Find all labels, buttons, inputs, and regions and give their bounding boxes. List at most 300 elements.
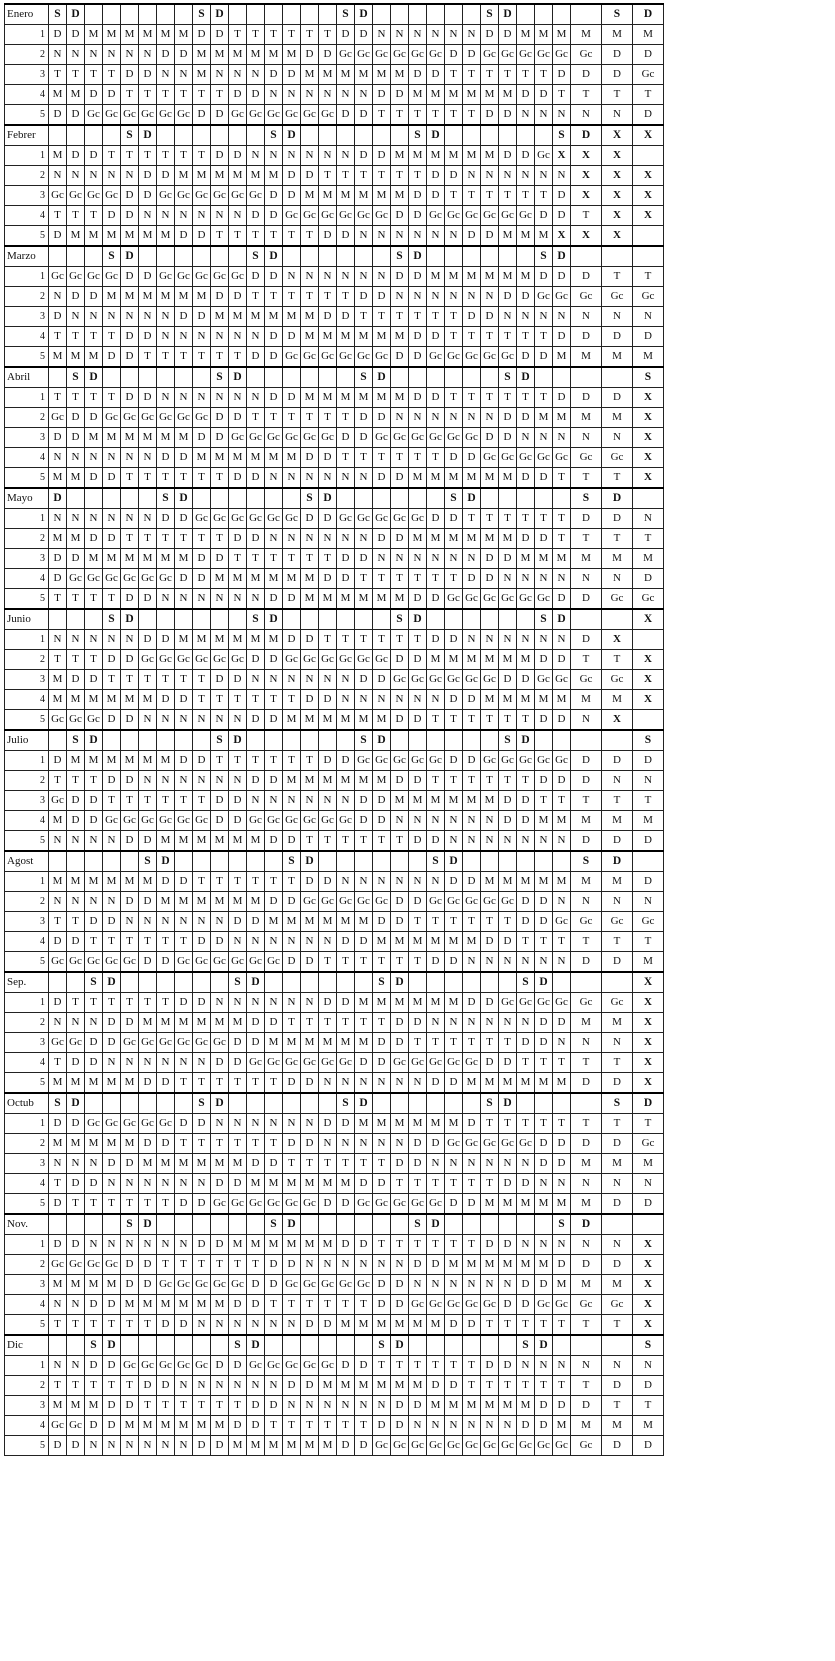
shift-code-cell: N [355,1134,373,1154]
shift-code-cell: T [481,912,499,932]
shift-code-cell: D [391,347,409,368]
shift-code-cell: T [445,771,463,791]
shift-code-cell: Gc [283,1275,301,1295]
shift-code-cell: T [409,1174,427,1194]
shift-code-cell: M [319,327,337,347]
shift-code-cell: T [633,1114,664,1134]
shift-code-cell: T [337,166,355,186]
shift-number-label: 4 [5,1053,49,1073]
shift-code-cell: T [103,791,121,811]
shift-code-cell: M [247,892,265,912]
shift-code-cell: N [49,166,67,186]
weekend-marker-cell [157,1093,175,1114]
shift-code-cell: M [571,408,602,428]
shift-code-cell: Gc [175,811,193,831]
shift-code-cell: N [427,811,445,831]
shift-code-cell: D [139,1376,157,1396]
shift-code-cell: X [633,408,664,428]
shift-code-cell: Gc [445,1295,463,1315]
shift-code-cell: T [85,771,103,791]
shift-code-cell: T [319,1416,337,1436]
weekend-marker-cell: S [553,125,571,146]
shift-code-cell: T [391,448,409,468]
shift-code-cell: N [571,710,602,731]
shift-code-cell: Gc [103,811,121,831]
shift-code-cell: Gc [85,710,103,731]
shift-code-cell: Gc [373,206,391,226]
shift-code-cell: D [409,1013,427,1033]
weekend-marker-cell [391,1214,409,1235]
shift-code-cell: N [139,206,157,226]
weekend-marker-cell: S [211,730,229,751]
shift-code-cell: N [67,509,85,529]
shift-code-cell: N [553,307,571,327]
shift-code-cell: N [517,569,535,589]
shift-row [5,468,664,489]
shift-code-cell: T [211,1255,229,1275]
shift-code-cell: Gc [121,1114,139,1134]
shift-number-label: 1 [5,267,49,287]
shift-number-label: 1 [5,751,49,771]
shift-row [5,1114,664,1134]
weekend-marker-cell [157,609,175,630]
shift-code-cell: M [391,327,409,347]
shift-code-cell: M [85,347,103,368]
shift-code-cell: N [121,1174,139,1194]
shift-code-cell: N [553,569,571,589]
shift-code-cell: T [157,791,175,811]
shift-code-cell: D [283,1073,301,1094]
shift-code-cell: N [301,791,319,811]
shift-code-cell: D [103,771,121,791]
shift-code-cell: D [103,529,121,549]
shift-code-cell: D [247,650,265,670]
shift-code-cell: T [445,388,463,408]
weekend-marker-cell: S [67,367,85,388]
shift-code-cell: M [499,529,517,549]
shift-code-cell: Gc [139,1356,157,1376]
shift-code-cell: D [517,1275,535,1295]
shift-code-cell: X [633,428,664,448]
shift-code-cell: Gc [481,347,499,368]
shift-code-cell: N [49,1154,67,1174]
shift-code-cell: M [175,287,193,307]
shift-code-cell: D [373,670,391,690]
shift-code-cell: M [265,1174,283,1194]
shift-code-cell: N [229,710,247,731]
shift-code-cell: M [499,468,517,489]
weekend-marker-cell: D [175,488,193,509]
shift-code-cell: T [602,468,633,489]
weekend-marker-cell [139,730,157,751]
shift-code-cell: Gc [157,1114,175,1134]
shift-code-cell: M [517,267,535,287]
shift-row [5,751,664,771]
roster-body [5,4,664,1456]
shift-code-cell: Gc [301,811,319,831]
shift-code-cell: T [49,65,67,85]
weekend-marker-cell: D [427,125,445,146]
shift-code-cell: N [445,408,463,428]
shift-code-cell: M [229,1436,247,1456]
shift-code-cell: Gc [121,408,139,428]
shift-code-cell: N [319,791,337,811]
shift-code-cell: M [265,1235,283,1255]
shift-code-cell: T [427,1033,445,1053]
shift-code-cell: T [319,630,337,650]
weekend-marker-cell [427,367,445,388]
weekend-marker-cell [535,1214,553,1235]
shift-code-cell: D [211,1053,229,1073]
shift-code-cell: Gc [283,650,301,670]
shift-code-cell: T [283,408,301,428]
weekend-marker-cell [553,1093,571,1114]
weekend-marker-cell [247,367,265,388]
shift-code-cell: D [265,771,283,791]
weekend-marker-cell [121,730,139,751]
shift-code-cell: M [301,1033,319,1053]
shift-code-cell: T [175,1255,193,1275]
shift-code-cell: Gc [373,428,391,448]
shift-row [5,1194,664,1215]
shift-code-cell: Gc [445,206,463,226]
shift-row [5,771,664,791]
shift-number-label: 2 [5,771,49,791]
shift-code-cell: Gc [535,1295,553,1315]
shift-code-cell: M [265,166,283,186]
weekend-marker-cell [193,246,211,267]
shift-code-cell: N [409,549,427,569]
shift-code-cell: D [355,791,373,811]
shift-code-cell: D [517,1295,535,1315]
shift-code-cell: M [427,529,445,549]
shift-code-cell: D [427,65,445,85]
shift-code-cell: Gc [103,408,121,428]
weekend-marker-cell [517,4,535,25]
weekend-marker-cell [602,730,633,751]
shift-code-cell: T [121,1194,139,1215]
weekend-marker-cell [409,972,427,993]
shift-code-cell: N [463,1013,481,1033]
weekend-marker-cell [553,972,571,993]
month-header-row [5,730,664,751]
shift-code-cell: M [602,1013,633,1033]
weekend-marker-cell [445,1214,463,1235]
shift-code-cell: Gc [157,408,175,428]
shift-code-cell: D [445,448,463,468]
shift-code-cell: D [85,85,103,105]
shift-code-cell: D [67,932,85,952]
shift-code-cell: T [517,186,535,206]
shift-code-cell: D [391,206,409,226]
weekend-marker-cell: S [602,4,633,25]
shift-code-cell: D [517,1416,535,1436]
shift-code-cell: D [373,1275,391,1295]
weekend-marker-cell [247,851,265,872]
shift-code-cell: M [481,690,499,710]
shift-code-cell: Gc [85,267,103,287]
weekend-marker-cell [445,609,463,630]
shift-code-cell: N [301,670,319,690]
shift-code-cell: Gc [301,1053,319,1073]
month-label: Enero [5,4,49,25]
shift-code-cell: D [139,267,157,287]
shift-code-cell: D [121,710,139,731]
weekend-marker-cell [265,851,283,872]
shift-code-cell: T [175,468,193,489]
shift-code-cell: D [535,1033,553,1053]
shift-code-cell: T [301,1295,319,1315]
shift-code-cell: Gc [337,347,355,368]
weekend-marker-cell [391,1093,409,1114]
shift-code-cell: M [633,347,664,368]
shift-code-cell: D [67,549,85,569]
shift-code-cell: T [355,448,373,468]
shift-code-cell: Gc [139,650,157,670]
shift-code-cell: T [499,1033,517,1053]
shift-code-cell: T [67,1376,85,1396]
shift-code-cell: D [337,1235,355,1255]
shift-code-cell: N [265,993,283,1013]
weekend-marker-cell [193,488,211,509]
shift-code-cell: N [517,1356,535,1376]
shift-code-cell: M [49,85,67,105]
shift-code-cell: M [355,65,373,85]
shift-code-cell: M [283,307,301,327]
shift-code-cell: T [301,1154,319,1174]
weekend-marker-cell [553,4,571,25]
shift-code-cell: Gc [319,1356,337,1376]
weekend-marker-cell [571,730,602,751]
shift-code-cell: D [247,347,265,368]
shift-code-cell: M [139,428,157,448]
weekend-marker-cell [139,367,157,388]
shift-code-cell: N [139,509,157,529]
shift-code-cell: D [445,1194,463,1215]
shift-code-cell: Gc [337,892,355,912]
month-label: Marzo [5,246,49,267]
shift-code-cell: N [517,428,535,448]
shift-row [5,1255,664,1275]
shift-code-cell: Gc [193,1033,211,1053]
shift-code-cell: M [229,1154,247,1174]
shift-code-cell: D [139,65,157,85]
shift-code-cell: D [633,105,664,126]
shift-code-cell: T [103,146,121,166]
weekend-marker-cell [337,851,355,872]
shift-code-cell: D [373,1295,391,1315]
shift-code-cell: T [211,1134,229,1154]
weekend-marker-cell [571,609,602,630]
shift-row [5,166,664,186]
shift-code-cell: N [265,529,283,549]
weekend-marker-cell: D [553,609,571,630]
shift-code-cell: N [265,468,283,489]
shift-code-cell: M [517,650,535,670]
shift-code-cell: M [301,1235,319,1255]
shift-code-cell: N [121,509,139,529]
weekend-marker-cell [211,488,229,509]
shift-code-cell: N [49,509,67,529]
shift-code-cell: N [301,146,319,166]
shift-code-cell: T [373,952,391,973]
shift-code-cell: Gc [67,952,85,973]
weekend-marker-cell [121,1093,139,1114]
shift-code-cell: D [391,892,409,912]
shift-code-cell: M [571,347,602,368]
shift-code-cell: M [175,1416,193,1436]
shift-code-cell: D [67,287,85,307]
shift-code-cell: D [229,529,247,549]
shift-code-cell: D [391,1275,409,1295]
shift-code-cell: N [85,831,103,852]
shift-code-cell: M [427,146,445,166]
weekend-marker-cell [139,972,157,993]
shift-code-cell: N [553,1033,571,1053]
weekend-marker-cell [445,1093,463,1114]
shift-code-cell: N [463,408,481,428]
shift-code-cell: M [139,1013,157,1033]
shift-number-label: 3 [5,1275,49,1295]
shift-code-cell: Gc [499,347,517,368]
shift-code-cell: N [85,1154,103,1174]
weekend-marker-cell [337,609,355,630]
shift-code-cell: N [193,589,211,610]
shift-code-cell: D [211,1356,229,1376]
shift-row [5,1416,664,1436]
shift-code-cell: T [409,1235,427,1255]
weekend-marker-cell [85,125,103,146]
shift-code-cell: N [157,327,175,347]
shift-code-cell: D [85,287,103,307]
shift-code-cell: Gc [229,186,247,206]
shift-code-cell: M [49,670,67,690]
shift-code-cell: D [283,952,301,973]
shift-code-cell: T [157,146,175,166]
weekend-marker-cell [229,1214,247,1235]
shift-code-cell: X [633,186,664,206]
shift-code-cell: D [283,1255,301,1275]
month-header-row [5,1093,664,1114]
shift-code-cell: D [157,872,175,892]
shift-row [5,1235,664,1255]
shift-code-cell: M [139,287,157,307]
shift-roster-sheet [4,3,664,1456]
shift-code-cell: D [265,589,283,610]
weekend-marker-cell [301,367,319,388]
weekend-marker-cell [139,246,157,267]
shift-code-cell: M [175,630,193,650]
shift-code-cell: Gc [121,1356,139,1376]
shift-code-cell: N [391,25,409,45]
shift-code-cell: T [319,549,337,569]
shift-code-cell: T [602,529,633,549]
shift-code-cell: M [121,25,139,45]
shift-code-cell: T [355,831,373,852]
shift-code-cell: N [517,630,535,650]
weekend-marker-cell [535,1093,553,1114]
shift-code-cell: N [175,206,193,226]
shift-code-cell: T [229,25,247,45]
shift-row [5,347,664,368]
shift-code-cell: M [247,569,265,589]
shift-code-cell: T [517,388,535,408]
shift-code-cell: Gc [247,428,265,448]
shift-code-cell: Gc [391,509,409,529]
shift-code-cell: N [535,1235,553,1255]
weekend-marker-cell: S [49,4,67,25]
shift-code-cell: Gc [517,751,535,771]
weekend-marker-cell [391,730,409,751]
shift-code-cell: Gc [85,569,103,589]
weekend-marker-cell [265,1093,283,1114]
shift-code-cell: N [535,569,553,589]
shift-code-cell: N [499,1416,517,1436]
shift-code-cell: T [535,1114,553,1134]
shift-code-cell: T [85,993,103,1013]
shift-code-cell: T [283,1416,301,1436]
shift-code-cell: Gc [409,509,427,529]
shift-code-cell: D [517,347,535,368]
shift-number-label: 4 [5,327,49,347]
shift-code-cell: Gc [265,1356,283,1376]
shift-code-cell: T [633,85,664,105]
shift-code-cell: M [175,1013,193,1033]
shift-number-label: 5 [5,1436,49,1456]
weekend-marker-cell: S [103,246,121,267]
weekend-marker-cell: D [373,730,391,751]
shift-code-cell: D [445,509,463,529]
shift-row [5,1275,664,1295]
shift-row [5,186,664,206]
shift-code-cell: T [517,710,535,731]
shift-code-cell: D [121,267,139,287]
weekend-marker-cell: D [602,488,633,509]
shift-code-cell: M [499,1073,517,1094]
shift-code-cell: M [481,1255,499,1275]
shift-code-cell: N [49,1013,67,1033]
shift-number-label: 2 [5,1376,49,1396]
weekend-marker-cell: S [481,1093,499,1114]
shift-code-cell: M [85,1073,103,1094]
shift-code-cell: D [157,509,175,529]
shift-code-cell: D [85,811,103,831]
shift-code-cell: D [427,388,445,408]
shift-code-cell: M [427,267,445,287]
shift-code-cell: Gc [85,1255,103,1275]
shift-code-cell: T [175,146,193,166]
shift-code-cell: N [49,1295,67,1315]
shift-code-cell: M [409,993,427,1013]
shift-code-cell: N [602,1033,633,1053]
weekend-marker-cell: X [602,125,633,146]
shift-code-cell: D [553,710,571,731]
shift-code-cell: T [121,85,139,105]
shift-code-cell: D [193,226,211,247]
weekend-marker-cell: S [633,1335,664,1356]
shift-code-cell: D [463,448,481,468]
shift-code-cell: T [319,166,337,186]
weekend-marker-cell [373,851,391,872]
shift-code-cell: N [571,1356,602,1376]
shift-code-cell: D [175,751,193,771]
shift-code-cell: T [553,85,571,105]
shift-code-cell: M [283,1033,301,1053]
shift-code-cell: Gc [535,448,553,468]
shift-code-cell: X [602,166,633,186]
shift-code-cell: D [355,932,373,952]
shift-code-cell: M [517,1396,535,1416]
